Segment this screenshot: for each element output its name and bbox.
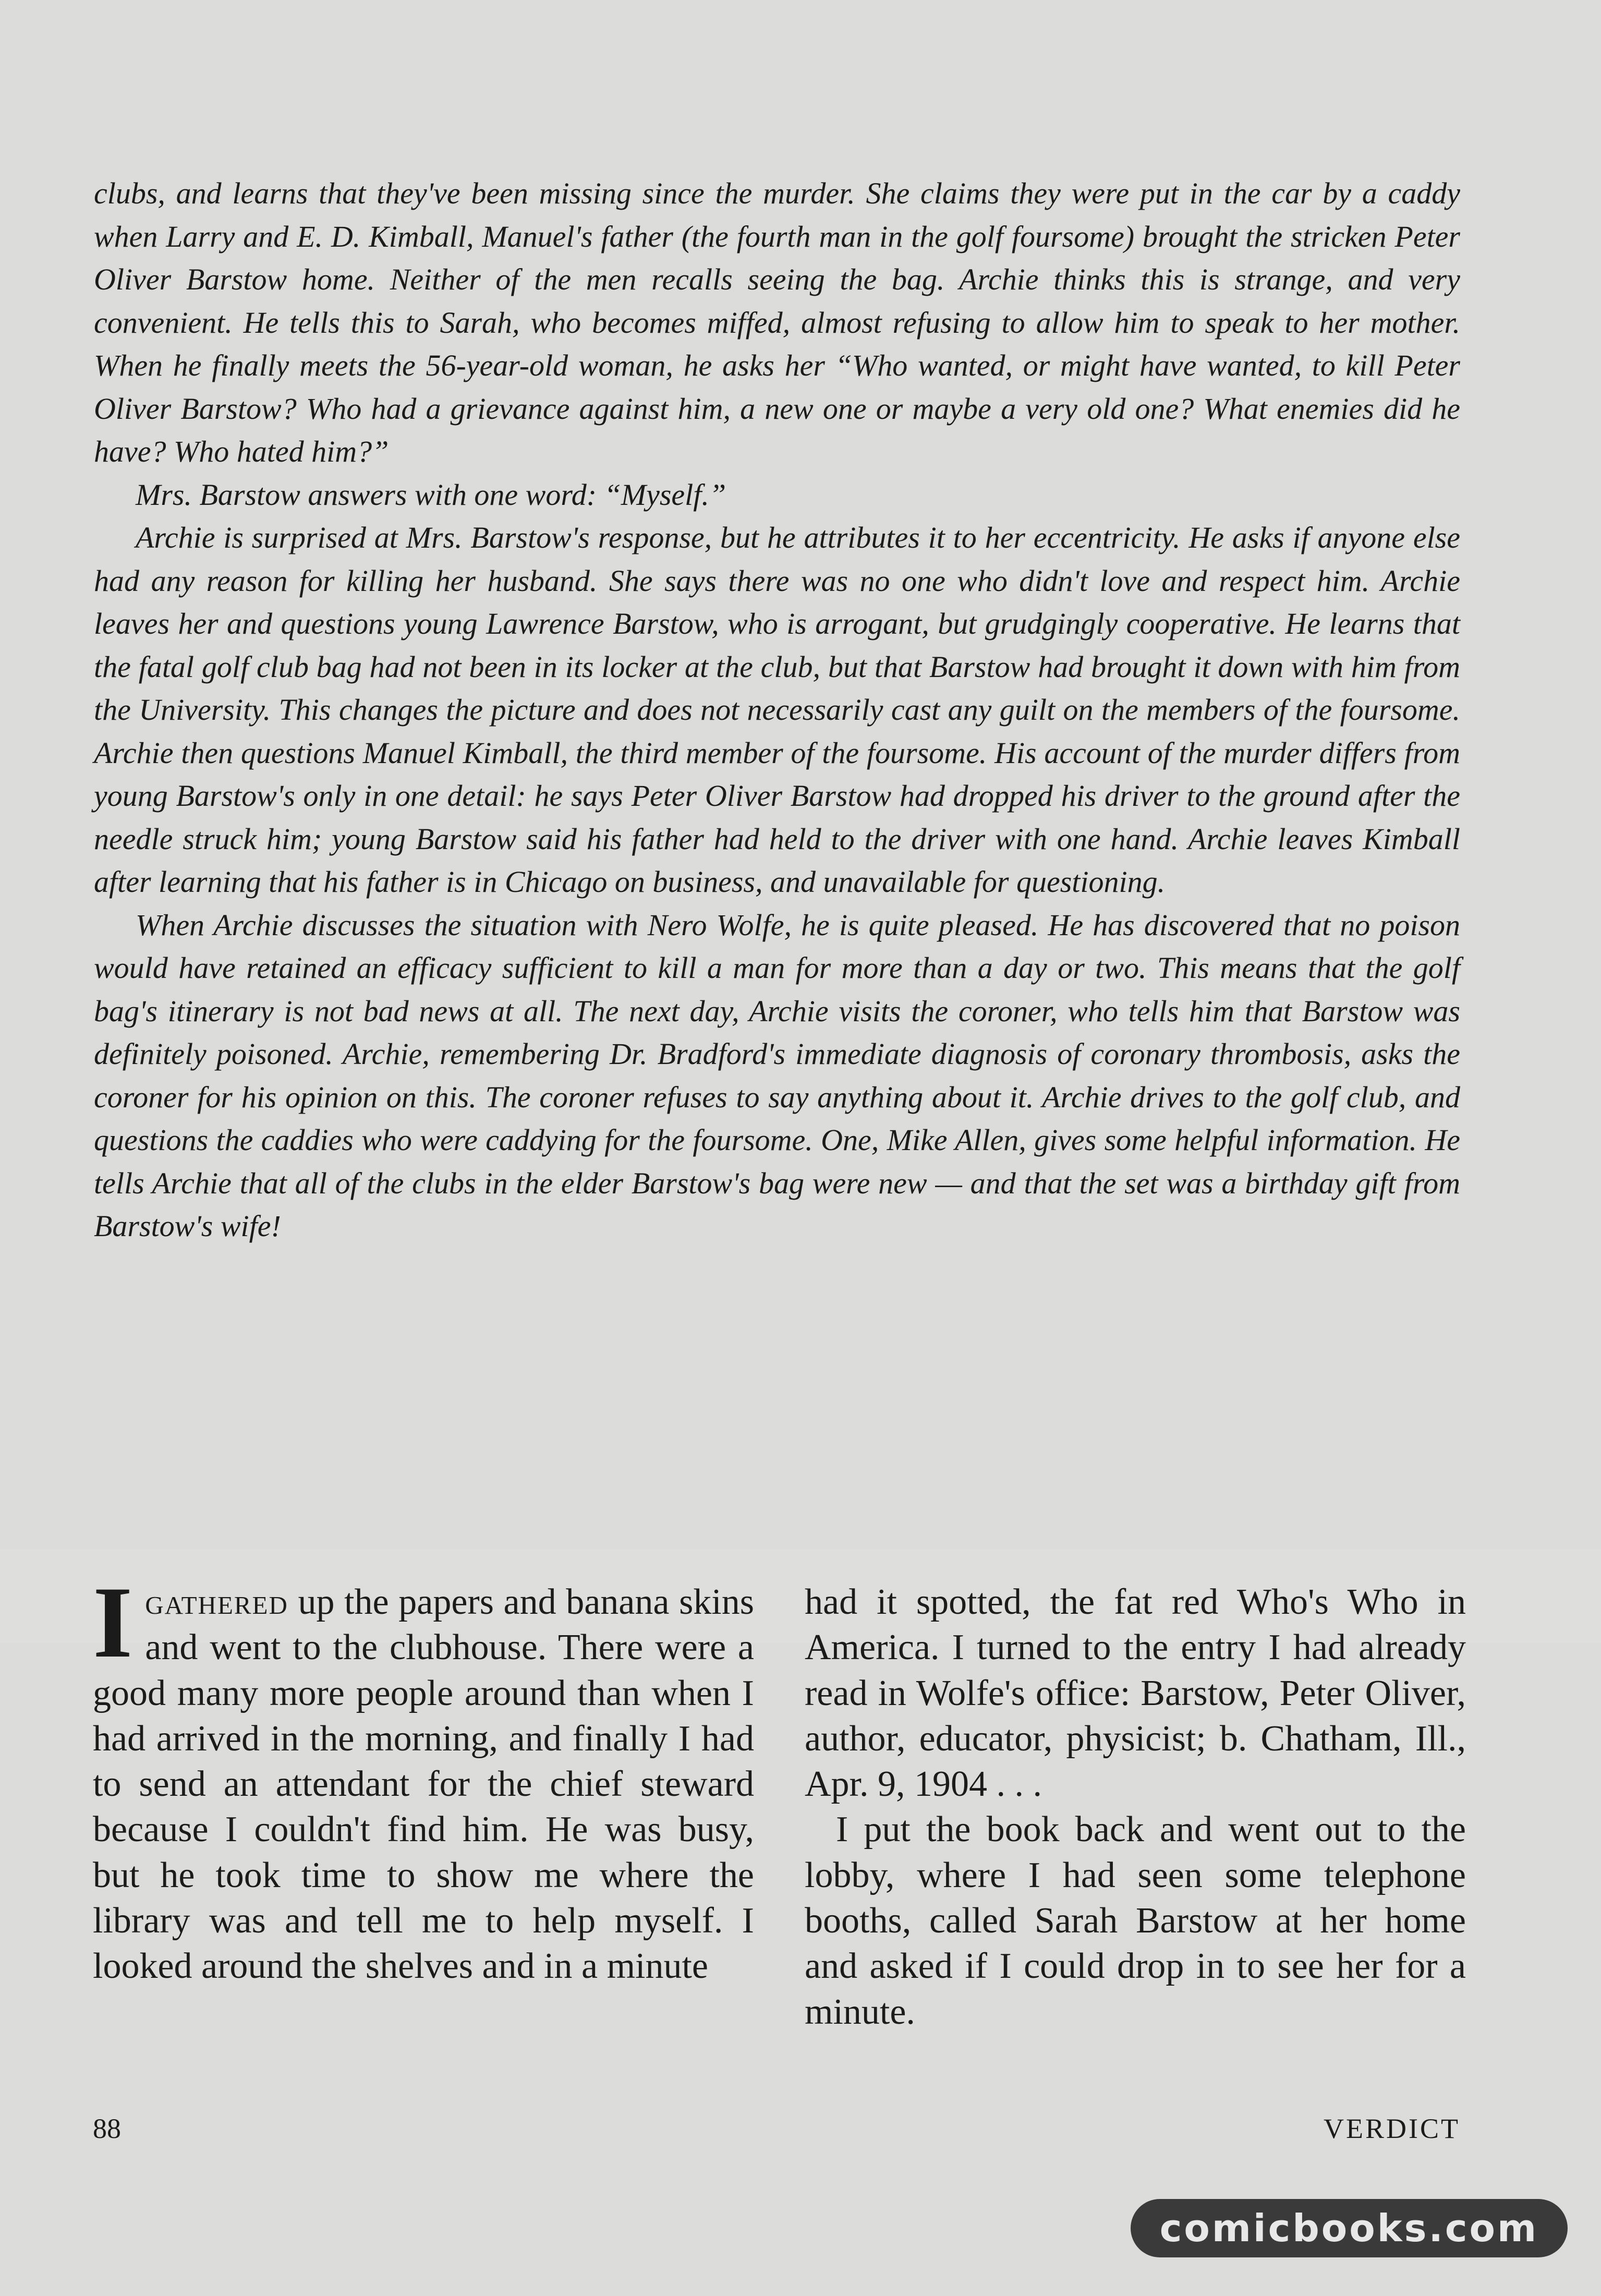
site-watermark: comicbooks.com: [1131, 2199, 1568, 2257]
synopsis-paragraph: When Archie discusses the situation with Nero Wolfe, he is quite pleased. He has discovered that no poison would have retained an efficacy sufficient to kill a man for more than a day or two. This means that the golf bag's itinerary is not bad news at all. The next day, Archie visits the coroner, who tells him that Barstow was definitely poisoned. Archie, remembering Dr. Bradford's immediate diagnosis of coronary thrombosis, asks the coroner for his opinion on this. The coroner refuses to say anything about it. Archie drives to the golf club, and questions the caddies who were caddying for the foursome. One, Mike Allen, gives some helpful information. He tells Archie that all of the clubs in the elder Barstow's bag were new — and that the set was a birthday gift from Barstow's wife!: [94, 908, 1460, 1243]
synopsis-paragraph: Archie is surprised at Mrs. Barstow's response, but he attributes it to her eccentricity. He asks if anyone else had any reason for killing her husband. She says there was no one who didn't love and respect him. Archie leaves her and questions young Lawrence Barstow, who is arrogant, but grudgingly cooperative. He learns that the fatal golf club bag had not been in its locker at the club, but that Barstow had brought it down with him from the University. This changes the picture and does not necessarily cast any guilt on the members of the foursome. Archie then questions Manuel Kimball, the third member of the foursome. His account of the murder differs from young Barstow's only in one detail: he says Peter Oliver Barstow had dropped his driver to the ground after the needle struck him; young Barstow said his father had held to the driver with one hand. Archie leaves Kimball after learning that his father is in Chicago on business, and unavailable for questioning.: [94, 521, 1460, 899]
synopsis-paragraph: clubs, and learns that they've been missing since the murder. She claims they were put in the car by a caddy when Larry and E. D. Kimball, Manuel's father (the fourth man in the golf foursome) brought the stricken Peter Oliver Barstow home. Neither of the men recalls seeing the bag. Archie thinks this is strange, and very convenient. He tells this to Sarah, who becomes miffed, almost refusing to allow him to speak to her mother. When he finally meets the 56-year-old woman, he asks her “Who wanted, or might have wanted, to kill Peter Oliver Barstow? Who had a grievance against him, a new one or maybe a very old one? What enemies did he have? Who hated him?”: [94, 176, 1460, 468]
story-text: up the papers and banana skins and went to the clubhouse. There were a good many more people around than when I had arrived in the morning, and finally I had to send an attendant for the chief steward because I couldn't find him. He was busy, but he took time to show me where the library was and tell me to help myself. I looked around the shelves and in a minute: [93, 1582, 754, 1987]
lead-in-smallcaps: gathered: [145, 1582, 288, 1622]
synopsis-block: [94, 172, 1460, 1248]
synopsis-paragraph: Mrs. Barstow answers with one word: “Myself.”: [136, 477, 726, 512]
story-paragraph: I put the book back and went out to the lobby, where I had seen some telephone booths, called Sarah Barstow at her home and asked if I could drop in to see her for a minute.: [805, 1809, 1466, 2032]
drop-cap: I: [93, 1566, 133, 1679]
page-number: 88: [93, 2113, 121, 2144]
story-column-left: [93, 1566, 754, 1989]
story-paragraph: had it spotted, the fat red Who's Who in America. I turned to the entry I had already read in Wolfe's office: Barstow, Peter Oliver, author, educator, physicist; b. Chatham, Ill., Apr. 9, 1904 . . .: [805, 1582, 1466, 1805]
magazine-name: VERDICT: [1324, 2113, 1460, 2144]
story-paragraph: [93, 1566, 754, 1989]
story-column-right: [805, 1579, 1466, 2035]
